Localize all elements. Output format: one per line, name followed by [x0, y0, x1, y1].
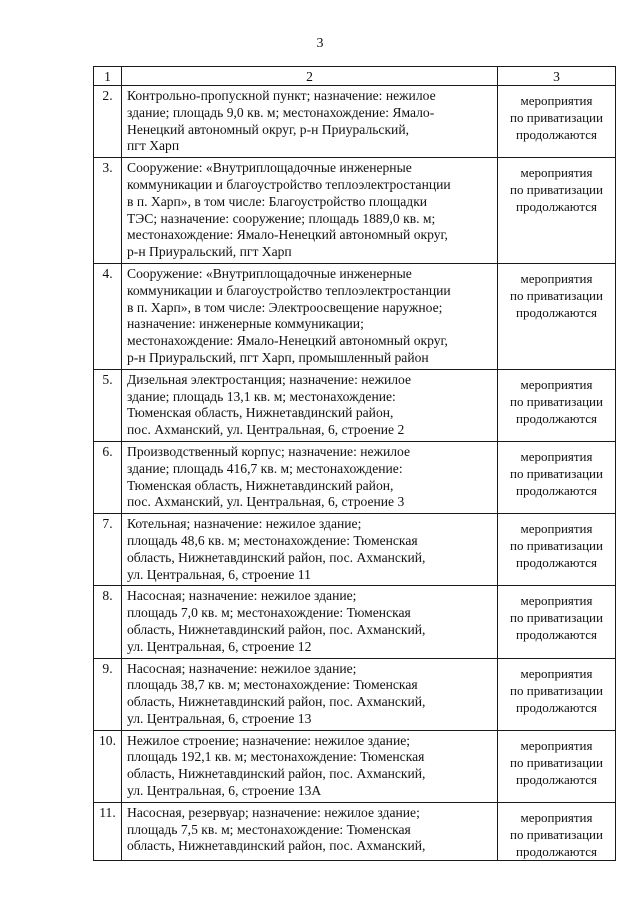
description-line: назначение: инженерные коммуникации;	[127, 316, 364, 332]
row-number-cell: 9.	[94, 658, 122, 730]
property-description-cell	[122, 802, 498, 860]
description-line: Насосная, резервуар; назначение: нежилое здание;	[127, 804, 420, 820]
description-line: область, Нижнетавдинский район, пос. Ахманский,	[127, 694, 426, 710]
description-line: Насосная; назначение: нежилое здание;	[127, 588, 357, 604]
status-line: мероприятия	[520, 165, 593, 181]
status-line: мероприятия	[520, 809, 593, 825]
description-line: пгт Харп	[127, 138, 180, 154]
row-number-cell: 3.	[94, 158, 122, 264]
description-line: Котельная; назначение: нежилое здание;	[127, 516, 362, 532]
table-body	[94, 67, 616, 861]
table-row	[94, 441, 616, 513]
privatization-status-cell	[498, 586, 616, 658]
description-line: Тюменская область, Нижнетавдинский район,	[127, 405, 394, 421]
status-line: продолжаются	[516, 843, 597, 859]
privatization-status-cell	[498, 658, 616, 730]
status-line: по приватизации	[510, 287, 603, 303]
description-line: ул. Центральная, 6, строение 11	[127, 566, 311, 582]
privatization-status-cell	[498, 263, 616, 369]
description-line: в п. Харп», в том числе: Благоустройство площадки	[127, 193, 428, 209]
status-line: продолжаются	[516, 410, 597, 426]
property-description-cell	[122, 369, 498, 441]
privatization-status-cell	[498, 86, 616, 158]
description-line: площадь 192,1 кв. м; местонахождение: Тюменская	[127, 749, 425, 765]
description-line: коммуникации и благоустройство теплоэлектростанции	[127, 282, 451, 298]
status-line: мероприятия	[520, 448, 593, 464]
table-row	[94, 369, 616, 441]
description-line: Дизельная электростанция; назначение: нежилое	[127, 371, 412, 387]
property-description-cell	[122, 514, 498, 586]
status-line: по приватизации	[510, 754, 603, 770]
description-line: р-н Приуральский, пгт Харп	[127, 244, 292, 260]
header-cell-number: 1	[94, 67, 122, 86]
status-line: продолжаются	[516, 304, 597, 320]
row-number-cell: 5.	[94, 369, 122, 441]
description-line: Насосная; назначение: нежилое здание;	[127, 660, 357, 676]
status-line: продолжаются	[516, 555, 597, 571]
table-row	[94, 158, 616, 264]
status-line: по приватизации	[510, 826, 603, 842]
status-line: продолжаются	[516, 771, 597, 787]
header-cell-description: 2	[122, 67, 498, 86]
status-line: продолжаются	[516, 699, 597, 715]
description-line: Ненецкий автономный округ, р-н Приуральский,	[127, 121, 410, 137]
description-line: местонахождение: Ямало-Ненецкий автономный округ,	[127, 333, 448, 349]
row-number-cell: 6.	[94, 441, 122, 513]
description-line: область, Нижнетавдинский район, пос. Ахманский,	[127, 621, 426, 637]
privatization-status-cell	[498, 514, 616, 586]
row-number-cell: 2.	[94, 86, 122, 158]
description-line: здание; площадь 13,1 кв. м; местонахождение:	[127, 388, 396, 404]
description-line: ул. Центральная, 6, строение 12	[127, 638, 312, 654]
property-description-cell	[122, 441, 498, 513]
status-line: мероприятия	[520, 737, 593, 753]
status-line: по приватизации	[510, 182, 603, 198]
status-line: мероприятия	[520, 376, 593, 392]
description-line: пос. Ахманский, ул. Центральная, 6, строение 3	[127, 494, 405, 510]
description-line: коммуникации и благоустройство теплоэлектростанции	[127, 176, 451, 192]
table-row	[94, 802, 616, 860]
description-line: местонахождение: Ямало-Ненецкий автономный округ,	[127, 227, 448, 243]
description-line: в п. Харп», в том числе: Электроосвещение наружное;	[127, 299, 443, 315]
status-line: мероприятия	[520, 93, 593, 108]
status-line: продолжаются	[516, 482, 597, 498]
privatization-status-cell	[498, 441, 616, 513]
description-line: р-н Приуральский, пгт Харп, промышленный район	[127, 349, 429, 365]
description-line: область, Нижнетавдинский район, пос. Ахманский,	[127, 838, 426, 854]
description-line: здание; площадь 416,7 кв. м; местонахождение:	[127, 460, 403, 476]
property-description-cell	[122, 158, 498, 264]
row-number-cell: 10.	[94, 730, 122, 802]
description-line: область, Нижнетавдинский район, пос. Ахманский,	[127, 766, 426, 782]
page-number: 3	[316, 36, 324, 51]
status-line: мероприятия	[520, 270, 593, 286]
table-row	[94, 263, 616, 369]
status-line: по приватизации	[510, 610, 603, 626]
description-line: площадь 7,5 кв. м; местонахождение: Тюменская	[127, 821, 411, 837]
description-line: область, Нижнетавдинский район, пос. Ахманский,	[127, 549, 426, 565]
description-line: Сооружение: «Внутриплощадочные инженерные	[127, 160, 412, 176]
status-line: по приватизации	[510, 465, 603, 481]
description-line: Производственный корпус; назначение: нежилое	[127, 443, 411, 459]
description-line: пос. Ахманский, ул. Центральная, 6, строение 2	[127, 422, 405, 438]
description-line: площадь 48,6 кв. м; местонахождение: Тюменская	[127, 532, 418, 548]
description-line: Контрольно-пропускной пункт; назначение: нежилое	[127, 88, 436, 103]
property-table	[93, 66, 616, 861]
row-number-cell: 8.	[94, 586, 122, 658]
status-line: продолжаются	[516, 127, 597, 142]
description-line: Нежилое строение; назначение: нежилое здание;	[127, 732, 411, 748]
table-row	[94, 730, 616, 802]
privatization-status-cell	[498, 802, 616, 860]
status-line: по приватизации	[510, 110, 603, 125]
status-line: по приватизации	[510, 682, 603, 698]
description-line: ул. Центральная, 6, строение 13А	[127, 783, 322, 799]
table-row	[94, 586, 616, 658]
row-number-cell: 11.	[94, 802, 122, 860]
description-line: Тюменская область, Нижнетавдинский район,	[127, 477, 394, 493]
status-line: продолжаются	[516, 199, 597, 215]
status-line: мероприятия	[520, 665, 593, 681]
status-line: мероприятия	[520, 521, 593, 537]
property-description-cell	[122, 730, 498, 802]
table-row	[94, 514, 616, 586]
status-line: по приватизации	[510, 393, 603, 409]
description-line: ул. Центральная, 6, строение 13	[127, 710, 312, 726]
property-description-cell	[122, 658, 498, 730]
row-number-cell: 4.	[94, 263, 122, 369]
property-description-cell	[122, 263, 498, 369]
row-number-cell: 7.	[94, 514, 122, 586]
table-row	[94, 658, 616, 730]
status-line: по приватизации	[510, 538, 603, 554]
property-description-cell	[122, 86, 498, 158]
description-line: здание; площадь 9,0 кв. м; местонахождение: Ямало-	[127, 104, 435, 120]
status-line: мероприятия	[520, 593, 593, 609]
description-line: площадь 38,7 кв. м; местонахождение: Тюменская	[127, 677, 418, 693]
status-line: продолжаются	[516, 627, 597, 643]
table-header-row	[94, 67, 616, 86]
description-line: площадь 7,0 кв. м; местонахождение: Тюменская	[127, 605, 411, 621]
header-cell-status: 3	[498, 67, 616, 86]
privatization-status-cell	[498, 730, 616, 802]
property-description-cell	[122, 586, 498, 658]
description-line: ТЭС; назначение: сооружение; площадь 1889,0 кв. м;	[127, 210, 436, 226]
privatization-status-cell	[498, 158, 616, 264]
table-row	[94, 86, 616, 158]
description-line: Сооружение: «Внутриплощадочные инженерные	[127, 265, 412, 281]
privatization-status-cell	[498, 369, 616, 441]
